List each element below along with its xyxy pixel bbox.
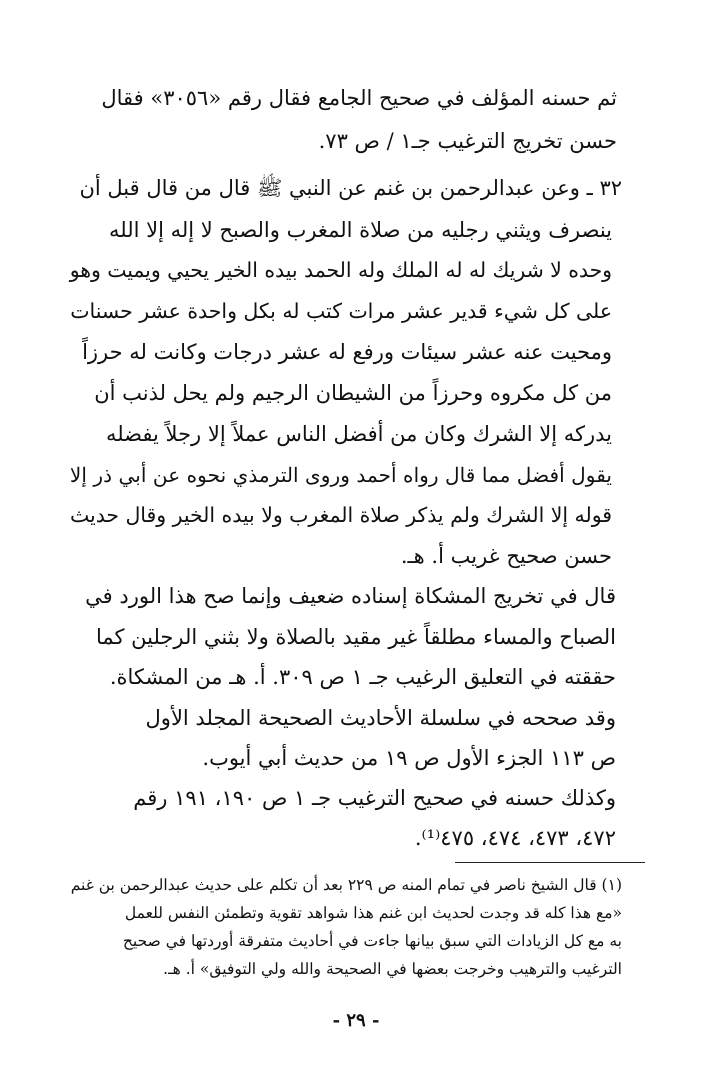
intro-line-1: ثم حسنه المؤلف في صحيح الجامع فقال رقم «٣٠٥٦» فقال (101, 86, 617, 110)
page-number: - ٢٩ - (332, 1010, 380, 1031)
silsila-line-2: ص ١١٣ الجزء الأول ص ١٩ من حديث أبي أيوب. (202, 746, 616, 770)
footnote-separator (455, 862, 645, 863)
takhrij-line-1: قال في تخريج المشكاة إسناده ضعيف وإنما صح هذا الورد في (85, 584, 616, 608)
hadith-32-line-5: ومحيت عنه عشر سيئات ورفع له عشر درجات وكانت له حرزاً (82, 340, 612, 364)
footnote-line-4: الترغيب والترهيب وخرجت بعضها في الصحيحة والله ولي التوفيق» أ. هـ. (163, 960, 622, 978)
takhrij-line-3: حققته في التعليق الرغيب جـ ١ ص ٣٠٩. أ. هـ من المشكاة. (109, 665, 616, 689)
footnote-line-1: (١) قال الشيخ ناصر في تمام المنه ص ٢٢٩ بعد أن تكلم على حديث عبدالرحمن بن غنم (70, 876, 622, 894)
hadith-32-line-9: قوله إلا الشرك ولم يذكر صلاة المغرب ولا بيده الخير وقال حديث (70, 503, 612, 527)
hadith-32-line-7: يدركه إلا الشرك وكان من أفضل الناس عملاً إلا رجلاً يفضله (105, 422, 612, 446)
hadith-32-line-10: حسن صحيح غريب أ. هـ. (400, 544, 612, 568)
hadith-32-line-3: وحده لا شريك له له الملك وله الحمد بيده الخير يحيي ويميت وهو (69, 258, 612, 282)
intro-line-2: حسن تخريج الترغيب جـ١ / ص ٧٣. (318, 129, 617, 153)
silsila-line-1: وقد صححه في سلسلة الأحاديث الصحيحة المجلد الأول (145, 706, 616, 730)
hadith-32-line-6: من كل مكروه وحرزاً من الشيطان الرجيم ولم يحل لذنب أن (94, 381, 612, 405)
sahih-targhib-line-2: ٤٧٢، ٤٧٣، ٤٧٤، ٤٧٥⁽¹⁾. (414, 826, 616, 850)
hadith-32-line-4: على كل شيء قدير عشر مرات كتب له بكل واحدة عشر حسنات (70, 299, 612, 323)
footnote-line-2: «مع هذا كله قد وجدت لحديث ابن غنم هذا شواهد تقوية وتطمئن النفس للعمل (124, 904, 622, 922)
hadith-32-line-2: ينصرف ويثني رجليه من صلاة المغرب والصبح لا إله إلا الله (109, 218, 612, 242)
hadith-32-line-8: يقول أفضل مما قال رواه أحمد وروى الترمذي نحوه عن أبي ذر إلا (69, 463, 612, 487)
takhrij-line-2: الصباح والمساء مطلقاً غير مقيد بالصلاة ولا بثني الرجلين كما (95, 625, 616, 649)
footnote-line-3: به مع كل الزيادات التي سبق بيانها جاءت في أحاديث متفرقة أوردتها في صحيح (122, 932, 622, 950)
sahih-targhib-line-1: وكذلك حسنه في صحيح الترغيب جـ ١ ص ١٩٠، ١٩١ رقم (133, 786, 616, 810)
hadith-32-line-1: ٣٢ ـ وعن عبدالرحمن بن غنم عن النبي ﷺ قال من قال قبل أن (79, 176, 622, 200)
